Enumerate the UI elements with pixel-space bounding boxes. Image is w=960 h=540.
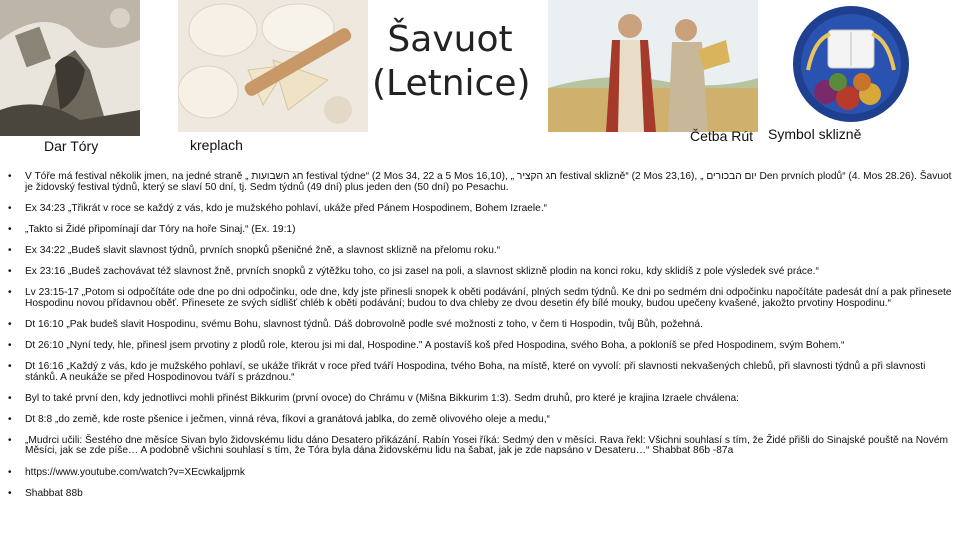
bullet-item: • Lv 23:15-17 „Potom si odpočítáte ode dne po dni odpočinku, ode dne, kdy jste přinesli snopek k oběti podávání, plných sedm týdnů. Ke dni po sedmém dni odpočinku napočítáte padesát dní a pak přinesete Hospodinu novou přídavnou oběť. Přinesete ze svých sídlišť chléb k oběti podávání; budou to dva chleby ze dvou desetin éfy bílé mouky, budou upečeny kvašené, jakožto prvotiny Hospodinu.“ [8, 288, 956, 309]
bullet-item: • Dt 8:8 „do země, kde roste pšenice i ječmen, vinná réva, fíkovi a granátová jablka, do země olivového oleje a medu,“ [8, 415, 956, 426]
bullet-item: • „Mudrci učili: Šestého dne měsíce Sivan bylo židovskému lidu dáno Desatero přikázání. Rabín Yosei říká: Sedmý den v měsíci. Rava řekl: Všichni souhlasí s tím, že Židé přišli do Sinajské pouště na Novém Měsíci, jak se zde píše… A podobně všichni souhlasí s tím, že Tóra byla dána židovskému lidu na šabat, jak je zde napsáno v Desateru…“ Shabbat 86b -87a [8, 436, 956, 457]
bullet-item: • Dt 26:10 „Nyní tedy, hle, přinesl jsem prvotiny z plodů role, kterou jsi mi dal, Hospodine." A postavíš koš před Hospodina, svého Boha, a pokloníš se před Hospodinem, svým Bohem.“ [8, 341, 956, 352]
kreplach-caption: kreplach [190, 137, 243, 153]
bullet-list [8, 172, 956, 510]
bullet-item: • Dt 16:10 „Pak budeš slavit Hospodinu, svému Bohu, slavnost týdnů. Dáš dobrovolně podle své možnosti z toho, v čem ti Hospodin, tvůj Bůh, požehná. [8, 320, 956, 331]
bullet-item: • Ex 34:22 „Budeš slavit slavnost týdnů, prvních snopků pšeničné žně, a slavnost sklizně na přelomu roku.“ [8, 246, 956, 257]
cetba-rut-caption: Četba Rút [690, 128, 754, 144]
symbol-sklizne-caption: Symbol sklizně [768, 126, 862, 142]
bullet-item: • Ex 23:16 „Budeš zachovávat též slavnost žně, prvních snopků z výtěžku toho, co jsi zasel na poli, a slavnost sklizně plodin na konci roku, kdy sklidíš z pole výsledek své práce.“ [8, 267, 956, 278]
bullet-item: • Dt 16:16 „Každý z vás, kdo je mužského pohlaví, se ukáže třikrát v roce před tváří Hospodina, tvého Boha, na místě, které on vyvolí: při slavnosti nekvašených chlebů, při slavnosti týdnů a při slavnosti stánků. A neukáže se před Hospodinovou tváří s prázdnou.“ [8, 362, 956, 383]
youtube-link[interactable]: https://www.youtube.com/watch?v=XEcwkaljpmk [25, 466, 245, 478]
symbol-sklizne-image [790, 0, 912, 132]
bullet-item: • Ex 34:23 „Třikrát v roce se každý z vás, kdo je mužského pohlaví, ukáže před Pánem Hospodinem, Bohem Izraele.“ [8, 204, 956, 215]
bullet-item: • „Takto si Židé připomínají dar Tóry na hoře Sinaj.“ (Ex. 19:1) [8, 225, 956, 236]
bullet-item: • Byl to také první den, kdy jednotlivci mohli přinést Bikkurim (první ovoce) do Chrámu v (Mišna Bikkurim 1:3). Sedm druhů, pro které je krajina Izraele chválena: [8, 394, 956, 405]
dar-tory-caption: Dar Tóry [44, 138, 99, 154]
dar-tory-image [0, 0, 140, 136]
bullet-item: • V Tóře má festival několik jmen, na jedné straně „ חג השבועות festival týdne“ (2 Mos 34, 22 a 5 Mos 16,10), „ חג הקציר festival sklizně“ (2 Mos 23,16), „ יום הבכורים Den prvních plodů“ (4. Mos 28.26). Šavuot je židovský festival týdnů, který se slaví 50 dní, tj. Sedm týdnů (49 dní) plus jeden den (50 dní) po Pesachu. [8, 172, 956, 193]
bullet-item: • Shabbat 88b [8, 489, 956, 500]
bullet-item [8, 468, 956, 479]
cetba-rut-image [548, 0, 758, 132]
page-title: Šavuot (Letnice) [372, 19, 531, 104]
kreplach-image [178, 0, 368, 132]
